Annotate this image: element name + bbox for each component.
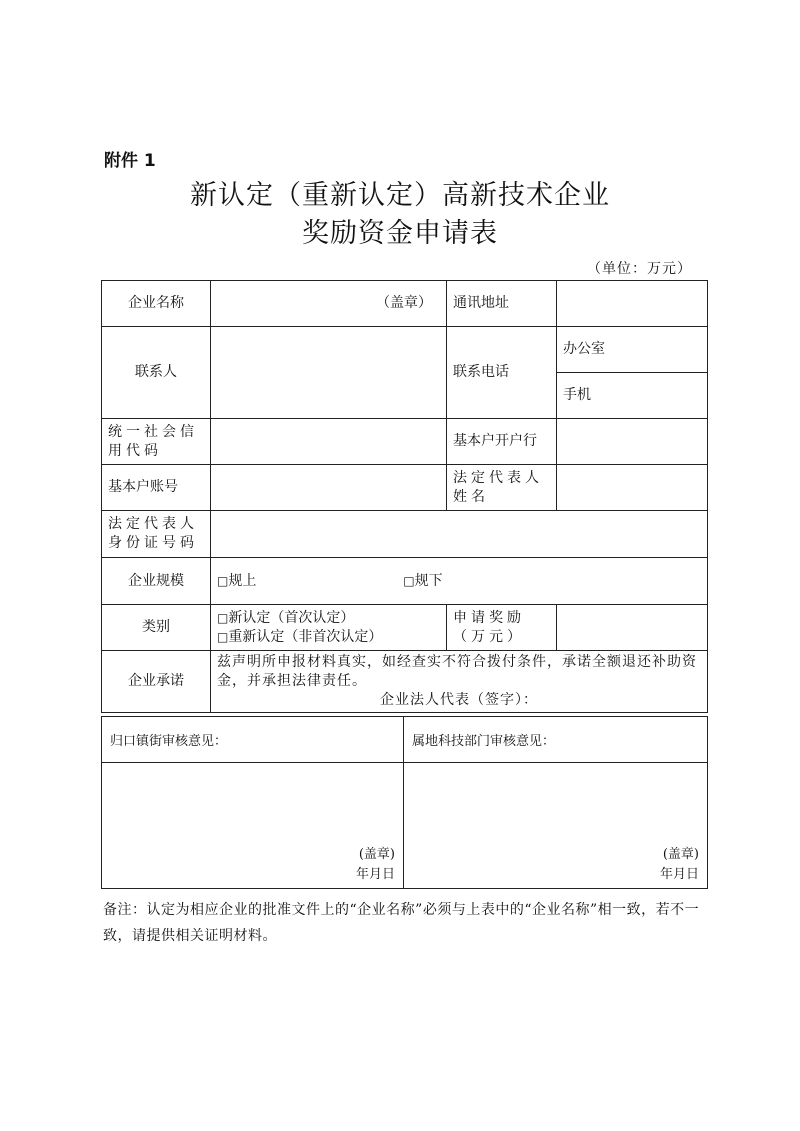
scale-option-below-label: 规下 bbox=[414, 572, 443, 589]
application-form bbox=[101, 280, 708, 713]
town-seal-label: (盖章) bbox=[358, 846, 395, 862]
page-subtitle: 奖励资金申请表 bbox=[302, 218, 498, 249]
pledge-signature-line[interactable]: 企业法人代表（签字）： bbox=[380, 692, 538, 709]
phone-label: 联系电话 bbox=[447, 327, 557, 419]
town-review-field[interactable] bbox=[102, 763, 404, 889]
row-category bbox=[102, 605, 708, 651]
unit-label: （单位：万元） bbox=[587, 261, 692, 277]
contact-field[interactable] bbox=[211, 327, 447, 419]
account-field[interactable] bbox=[211, 465, 447, 511]
office-phone-field[interactable] bbox=[557, 327, 708, 373]
page-title: 新认定（重新认定）高新技术企业 bbox=[190, 180, 610, 211]
legal-rep-label: 法定代表人姓名 bbox=[447, 465, 557, 511]
town-date-label: 年月日 bbox=[355, 866, 395, 882]
category-option-renew-label: 重新认定（非首次认定） bbox=[228, 628, 383, 645]
reward-field[interactable] bbox=[557, 605, 708, 651]
category-option-renew[interactable] bbox=[217, 628, 440, 647]
town-review-label: 归口镇街审核意见： bbox=[102, 717, 404, 763]
checkbox-icon: □ bbox=[403, 573, 415, 588]
company-name-seal: （盖章） bbox=[376, 295, 432, 312]
dept-review-field[interactable] bbox=[404, 763, 708, 889]
category-option-new[interactable] bbox=[217, 609, 440, 628]
address-label: 通讯地址 bbox=[447, 281, 557, 327]
dept-date-label: 年月日 bbox=[659, 866, 699, 882]
legal-id-label: 法定代表人身份证号码 bbox=[102, 511, 211, 558]
attachment-label: 附件 1 bbox=[104, 151, 156, 171]
legal-rep-field[interactable] bbox=[557, 465, 708, 511]
company-name-field[interactable] bbox=[211, 281, 447, 327]
row-company-name bbox=[102, 281, 708, 327]
mobile-field[interactable] bbox=[557, 373, 708, 419]
category-options bbox=[211, 605, 447, 651]
dept-review-label: 属地科技部门审核意见： bbox=[404, 717, 708, 763]
bank-field[interactable] bbox=[557, 419, 708, 465]
office-label: 办公室 bbox=[563, 341, 605, 358]
scale-options bbox=[211, 558, 708, 605]
category-option-new-label: 新认定（首次认定） bbox=[228, 609, 355, 626]
row-credit-code bbox=[102, 419, 708, 465]
pledge-cell bbox=[211, 651, 708, 713]
bank-label: 基本户开户行 bbox=[447, 419, 557, 465]
pledge-text: 兹声明所申报材料真实，如经查实不符合拨付条件，承诺全额退还补助资金，并承担法律责任。 bbox=[217, 653, 697, 689]
mobile-label: 手机 bbox=[563, 387, 591, 404]
address-field[interactable] bbox=[557, 281, 708, 327]
account-label: 基本户账号 bbox=[102, 465, 211, 511]
review-header-row bbox=[102, 717, 708, 763]
footnote: 备注：认定为相应企业的批准文件上的“企业名称”必须与上表中的“企业名称”相一致，若不一致，请提供相关证明材料。 bbox=[103, 902, 700, 944]
row-scale bbox=[102, 558, 708, 605]
checkbox-icon: □ bbox=[217, 573, 229, 588]
row-legal-id bbox=[102, 511, 708, 558]
scale-option-above-label: 规上 bbox=[228, 572, 257, 589]
contact-label: 联系人 bbox=[102, 327, 211, 419]
review-body-row bbox=[102, 763, 708, 889]
row-pledge bbox=[102, 651, 708, 713]
category-label: 类别 bbox=[102, 605, 211, 651]
credit-code-label: 统一社会信用代码 bbox=[102, 419, 211, 465]
pledge-label: 企业承诺 bbox=[102, 651, 211, 713]
scale-option-below[interactable] bbox=[403, 573, 442, 589]
row-contact bbox=[102, 327, 708, 373]
scale-label: 企业规模 bbox=[102, 558, 211, 605]
legal-id-field[interactable] bbox=[211, 511, 708, 558]
row-account bbox=[102, 465, 708, 511]
reward-label: 申请奖励（万元） bbox=[447, 605, 557, 651]
dept-seal-label: (盖章) bbox=[662, 846, 699, 862]
checkbox-icon: □ bbox=[217, 629, 229, 644]
scale-option-above[interactable] bbox=[217, 573, 256, 589]
company-name-label: 企业名称 bbox=[102, 281, 211, 327]
credit-code-field[interactable] bbox=[211, 419, 447, 465]
review-table bbox=[101, 716, 708, 889]
checkbox-icon: □ bbox=[217, 610, 229, 625]
